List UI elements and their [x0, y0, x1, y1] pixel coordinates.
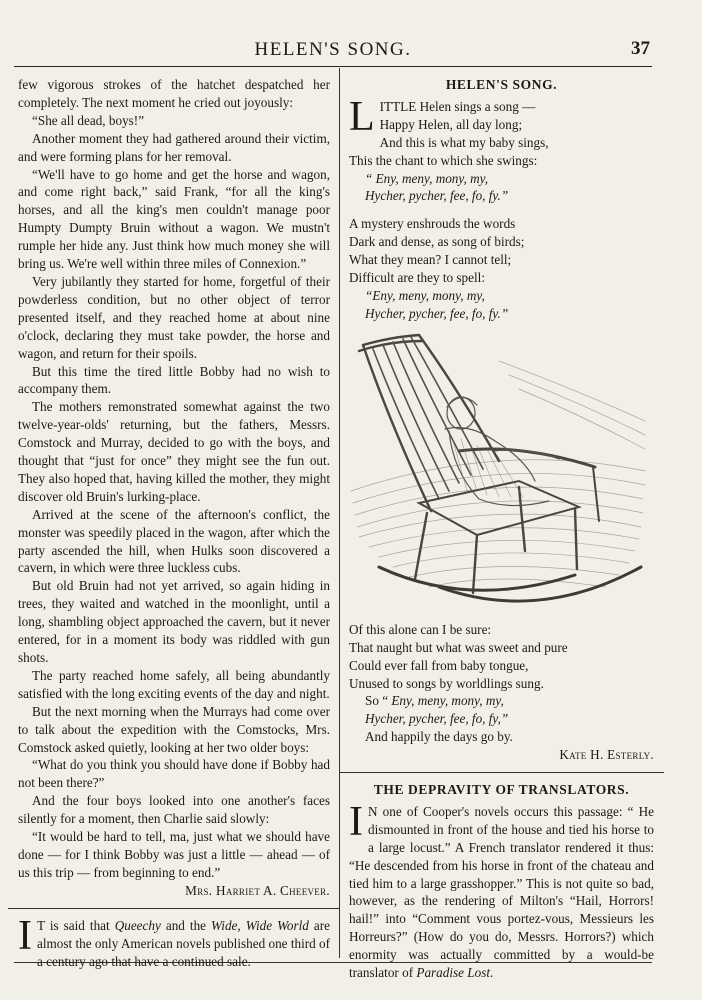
poem-line: Happy Helen, all day long;: [379, 116, 523, 132]
story-paragraph: The mothers remonstrated somewhat against the two twelve-year-olds' returning, but the fathers, Messrs. Comstock and Murray, decided to go with the boys, and thought that “just for once” they might see the fun out. They also hoped that, having killed the mother, they might discover old Bruin's lurking-place.: [18, 399, 330, 504]
poem-line: And this is what my baby sings,: [379, 134, 549, 150]
poem-stanza: [349, 93, 654, 205]
book-title: Wide, Wide World: [211, 917, 309, 933]
poem-line: ITTLE Helen sings a song —: [379, 98, 536, 114]
running-title: HELEN'S SONG.: [254, 39, 412, 60]
page-header: [14, 36, 652, 62]
poem-line: That naught but what was sweet and pure: [349, 639, 568, 655]
story-signature: Mrs. Harriet A. Cheever.: [185, 882, 330, 898]
chant-text: Eny, meny, mony, my,: [391, 693, 504, 709]
poem-chant-line: Hycher, pycher, fee, fo, fy,”: [365, 711, 509, 727]
rocking-chair-engraving: [349, 331, 647, 613]
story-paragraph: But this time the tired little Bobby had no wish to accompany them.: [18, 363, 330, 397]
drop-cap: I: [18, 912, 32, 959]
story-paragraph: Very jubilantly they started for home, forgetful of their powderless condition, but no other object of terror presented itself, and they reached home at about nine o'clock, declaring they must take powder, the horse and wagon, and return for their spoils.: [18, 273, 330, 361]
story-paragraph: “She all dead, boys!”: [32, 112, 145, 128]
poem-stanza: [349, 621, 654, 746]
poem-line: Of this alone can I be sure:: [349, 621, 492, 637]
story-paragraph: “It would be hard to tell, ma, just what we should have done — for I think Bobby was just a little — ahead — of us this trip — from beginning to end.”: [18, 829, 330, 880]
right-column: [349, 76, 654, 982]
poem-line: And happily the days go by.: [365, 729, 513, 745]
note-text: and the: [160, 917, 212, 933]
article-text: .: [490, 965, 494, 981]
story-paragraph: Another moment they had gathered around their victim, and were forming plans for her removal.: [18, 130, 330, 164]
header-rule: [14, 66, 652, 67]
chant-prefix: So “: [365, 693, 392, 709]
page-number: 37: [631, 38, 650, 59]
poem-line: This the chant to which she swings:: [349, 152, 538, 168]
note-text: are almost the only American novels published one third of a century ago that have a continued sale.: [37, 917, 331, 969]
rocking-chair-illustration: [349, 331, 647, 613]
column-divider: [339, 68, 340, 958]
article-paragraph: [349, 798, 654, 982]
poem-line: Could ever fall from baby tongue,: [349, 657, 529, 673]
article-title: THE DEPRAVITY OF TRANSLATORS.: [373, 782, 630, 798]
poem-signature: Kate H. Esterly.: [559, 747, 654, 763]
story-paragraph: But the next morning when the Murrays had come over to talk about the expedition with the Comstocks, Mrs. Comstock asked quietly, looking at her two older boys:: [18, 703, 330, 755]
note-text: T is said that: [37, 917, 115, 933]
story-paragraph: “We'll have to go home and get the horse and wagon, and come right back,” said Frank, “for all the king's horses, and all the king's men couldn't manage poor Humpty Dumpty Bruin without a wagon. We mustn't rumple her hide any. Just think how much money she will bring us. We're well within three miles of Connexion.”: [18, 166, 330, 272]
drop-cap: L: [349, 93, 375, 140]
poem-title: HELEN'S SONG.: [445, 77, 558, 92]
poem-line: Unused to songs by worldlings sung.: [349, 675, 544, 691]
poem-chant-line: Hycher, pycher, fee, fo, fy.”: [365, 305, 509, 321]
poem-chant-line: [349, 692, 654, 710]
story-paragraph: “What do you think you should have done if Bobby had not been there?”: [18, 757, 330, 791]
note-paragraph: [18, 912, 331, 971]
poem-line: Dark and dense, as song of birds;: [349, 234, 525, 250]
section-rule: [339, 772, 664, 773]
story-paragraph: But old Bruin had not yet arrived, so again hiding in trees, they waited and watched in the moonlight, until a long, shambling object approached the cavern, but it never entered, for in a moment its body was riddled with gun shots.: [18, 578, 330, 665]
book-title: Queechy: [114, 917, 161, 933]
book-title: Paradise Lost: [416, 965, 491, 981]
story-paragraph: And the four boys looked into one another's faces silently for a moment, then Charlie said slowly:: [18, 793, 330, 827]
story-paragraph: The party reached home safely, all being abundantly satisfied with the long exciting events of the day and night.: [18, 667, 330, 701]
story-paragraph: few vigorous strokes of the hatchet despatched her completely. The next moment he cried out joyously:: [18, 77, 330, 110]
poem-chant-line: Hycher, pycher, fee, fo, fy.”: [365, 188, 509, 204]
poem-chant-line: “Eny, meny, mony, my,: [365, 287, 485, 303]
article-text: N one of Cooper's novels occurs this passage: “ He dismounted in front of the house and tied his horse to a large locust.” A French translator rendered it thus: “He descended from his horse in front of the chateau and tied him to a large grasshopper.” This is not quite so bad, however, as the rendering of Milton's “Hail, Horrors! hail!” into “Comment vous portez-vous, Messieurs les Horreurs?” (How do you do, Messrs. Horrors?) which enormity was actually committed by a would-be translator of: [349, 803, 654, 981]
poem-line: A mystery enshrouds the words: [349, 216, 516, 232]
section-rule: [8, 908, 340, 909]
poem-stanza: [349, 215, 654, 322]
drop-cap: I: [349, 798, 363, 845]
poem-chant-line: “ Eny, meny, mony, my,: [365, 170, 489, 186]
story-paragraph: Arrived at the scene of the afternoon's conflict, the monster was speedily placed in the wagon, after which the party ascended the hill, when Hulks soon discovered a cavern, in which were three luckless cubs.: [18, 506, 330, 576]
poem-line: Difficult are they to spell:: [349, 270, 485, 286]
left-column: [18, 76, 330, 970]
poem-line: What they mean? I cannot tell;: [349, 252, 512, 268]
